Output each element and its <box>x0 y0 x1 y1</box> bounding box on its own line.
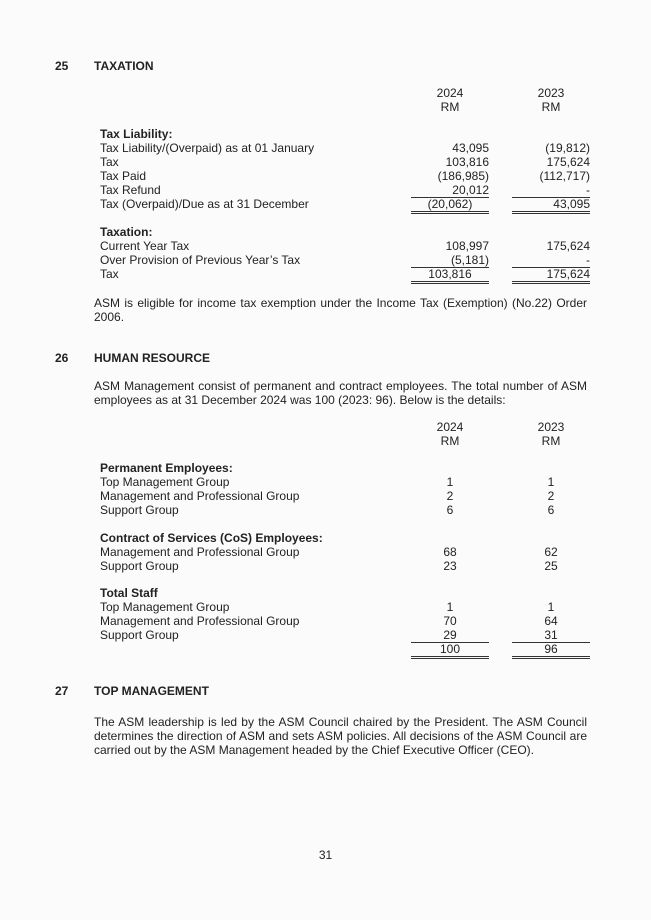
row-label: Support Group <box>100 628 179 642</box>
taxation-heading-row <box>100 225 600 239</box>
value-2023: 31 <box>512 628 590 643</box>
value-2023: - <box>512 253 590 268</box>
col-2023-year: 2023 <box>537 420 565 434</box>
value-2024: 70 <box>443 614 457 628</box>
value-2024: (186,985) <box>437 169 489 183</box>
row-label: Tax Refund <box>100 183 161 197</box>
value-2024: 2 <box>446 489 454 503</box>
table-row <box>100 253 600 267</box>
value-2024: 1 <box>446 475 454 489</box>
row-label: Current Year Tax <box>100 239 190 253</box>
tax-liability-heading: Tax Liability: <box>100 127 173 141</box>
row-label: Tax Paid <box>100 169 147 183</box>
row-label: Top Management Group <box>100 600 230 614</box>
table-row <box>100 628 600 642</box>
section-25-title: TAXATION <box>94 59 154 73</box>
col-2023-unit: RM <box>541 100 561 114</box>
section-27-number: 27 <box>55 684 69 698</box>
row-label: Management and Professional Group <box>100 489 300 503</box>
tax-exemption-note: ASM is eligible for income tax exemption under the Income Tax (Exemption) (No.22) Order 2006. <box>94 296 587 324</box>
hr-intro: ASM Management consist of permanent and contract employees. The total number of ASM employees as at 31 December 2024 was 100 (2023: 96). Below is the details: <box>94 379 587 407</box>
row-label: Tax (Overpaid)/Due as at 31 December <box>100 197 309 211</box>
value-2023: 175,624 <box>546 239 590 253</box>
value-2024: 68 <box>443 545 457 559</box>
contract-heading-row <box>100 531 600 545</box>
section-27-title: TOP MANAGEMENT <box>94 684 209 698</box>
table-row <box>100 197 600 211</box>
table-row <box>100 503 600 517</box>
value-2024: 1 <box>446 600 454 614</box>
value-2023: 1 <box>547 600 555 614</box>
value-2023: 25 <box>544 559 558 573</box>
value-2024: (5,181) <box>411 253 489 268</box>
value-2024: 23 <box>443 559 457 573</box>
value-2024: 29 <box>411 628 489 643</box>
row-label: Tax <box>100 267 119 281</box>
value-2023: (19,812) <box>545 141 590 155</box>
table-row <box>100 239 600 253</box>
page-number: 31 <box>318 848 333 862</box>
value-2023: 43,095 <box>512 197 590 214</box>
col-2023-year: 2023 <box>537 86 565 100</box>
taxation-heading: Taxation: <box>100 225 153 239</box>
table-row <box>100 559 600 573</box>
top-management-paragraph: The ASM leadership is led by the ASM Council chaired by the President. The ASM Council determines the direction of ASM and sets ASM policies. All decisions of the ASM Council are carried out by the ASM Management headed by the Chief Executive Officer (CEO). <box>94 715 587 757</box>
contract-heading: Contract of Services (CoS) Employees: <box>100 531 323 545</box>
value-2023: 6 <box>547 503 555 517</box>
permanent-heading: Permanent Employees: <box>100 461 233 475</box>
value-2024: 103,816 <box>411 267 489 284</box>
row-label: Over Provision of Previous Year’s Tax <box>100 253 301 267</box>
tax-liability-heading-row <box>100 127 600 141</box>
section-26-title: HUMAN RESOURCE <box>94 351 211 365</box>
grand-total-2024: 100 <box>411 642 489 659</box>
col-2024-year: 2024 <box>436 86 464 100</box>
value-2024: 103,816 <box>445 155 489 169</box>
row-label: Support Group <box>100 559 179 573</box>
permanent-heading-row <box>100 461 600 475</box>
value-2024: (20,062) <box>411 197 489 214</box>
grand-total-row <box>100 642 600 656</box>
value-2024: 43,095 <box>452 141 489 155</box>
table-row <box>100 155 600 169</box>
table-row <box>100 183 600 197</box>
row-label: Management and Professional Group <box>100 614 300 628</box>
value-2023: 175,624 <box>546 155 590 169</box>
col-2023-unit: RM <box>541 434 561 448</box>
row-label: Tax Liability/(Overpaid) as at 01 January <box>100 141 315 155</box>
total-heading: Total Staff <box>100 586 158 600</box>
row-label: Management and Professional Group <box>100 545 300 559</box>
value-2024: 20,012 <box>411 183 489 198</box>
table-row <box>100 600 600 614</box>
value-2024: 108,997 <box>445 239 489 253</box>
row-label: Tax <box>100 155 119 169</box>
value-2023: (112,717) <box>539 169 590 183</box>
table-row <box>100 267 600 281</box>
row-label: Support Group <box>100 503 179 517</box>
col-2024-unit: RM <box>440 100 460 114</box>
total-heading-row <box>100 586 600 600</box>
col-2024-year: 2024 <box>436 420 464 434</box>
value-2023: - <box>512 183 590 198</box>
value-2023: 2 <box>547 489 555 503</box>
value-2023: 62 <box>544 545 558 559</box>
table-row <box>100 169 600 183</box>
value-2024: 6 <box>446 503 454 517</box>
table-row <box>100 141 600 155</box>
value-2023: 175,624 <box>512 267 590 284</box>
table-row <box>100 614 600 628</box>
grand-total-2023: 96 <box>512 642 590 659</box>
table-row <box>100 489 600 503</box>
table-row <box>100 545 600 559</box>
row-label: Top Management Group <box>100 475 230 489</box>
value-2023: 1 <box>547 475 555 489</box>
section-25-number: 25 <box>55 59 69 73</box>
section-26-number: 26 <box>55 351 69 365</box>
col-2024-unit: RM <box>440 434 460 448</box>
table-row <box>100 475 600 489</box>
value-2023: 64 <box>544 614 558 628</box>
